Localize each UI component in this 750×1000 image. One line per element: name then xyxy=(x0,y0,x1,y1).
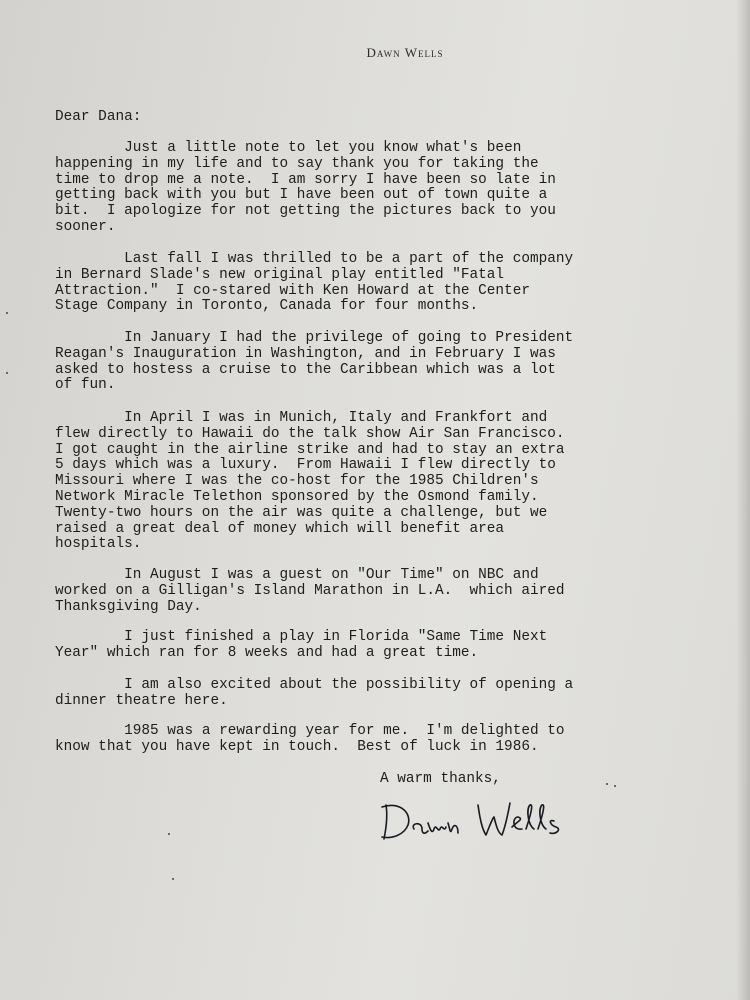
paragraph-inauguration: In January I had the privilege of going to President Reagan's Inauguration in Washington, and in February I was asked to hostess a cruise to the Caribbean which was a lot of fun. xyxy=(55,330,574,394)
paper-speck xyxy=(172,878,174,880)
paper-speck xyxy=(6,312,8,314)
paragraph-thank-you: Just a little note to let you know what's been happening in my life and to say thank you for taking the time to drop me a note. I am sorry I have been so late in getting back with you but I have been out of town quite a bit. I apologize for not getting the pictures back to you sooner. xyxy=(55,140,556,235)
paragraph-fatal-attraction: Last fall I was thrilled to be a part of the company in Bernard Slade's new original play entitled "Fatal Attraction." I co-stared with Ken Howard at the Center Stage Company in Toronto, Canada for four months. xyxy=(55,251,574,315)
paragraph-florida-play: I just finished a play in Florida "Same Time Next Year" which ran for 8 weeks and had a great time. xyxy=(55,629,548,661)
paragraph-dinner-theatre: I am also excited about the possibility of opening a dinner theatre here. xyxy=(55,677,574,709)
paragraph-travel-telethon: In April I was in Munich, Italy and Frankfort and flew directly to Hawaii do the talk show Air San Francisco. I got caught in the airline strike and had to stay an extra 5 days which was a luxury. From Hawaii I flew directly to Missouri where I was the co-host for the 1985 Children's Network Miracle Telethon sponsored by the Osmond family. Twenty-two hours on the air was quite a challenge, but we raised a great deal of money which will benefit area hospitals. xyxy=(55,410,565,553)
paragraph-closing-wishes: 1985 was a rewarding year for me. I'm delighted to know that you have kept in touch. Best of luck in 1986. xyxy=(55,723,565,755)
paper-speck xyxy=(168,833,170,835)
closing-line: A warm thanks, xyxy=(380,771,501,787)
letterhead: Dawn Wells xyxy=(366,45,444,60)
paper-speck xyxy=(614,785,616,787)
handwritten-signature xyxy=(378,795,588,845)
paper-speck xyxy=(606,783,608,785)
paragraph-our-time: In August I was a guest on "Our Time" on NBC and worked on a Gilligan's Island Marathon in L.A. which aired Thanksgiving Day. xyxy=(55,567,565,615)
page-edge-shadow xyxy=(736,0,750,1000)
salutation: Dear Dana: xyxy=(55,109,142,125)
paper-speck xyxy=(6,372,8,374)
